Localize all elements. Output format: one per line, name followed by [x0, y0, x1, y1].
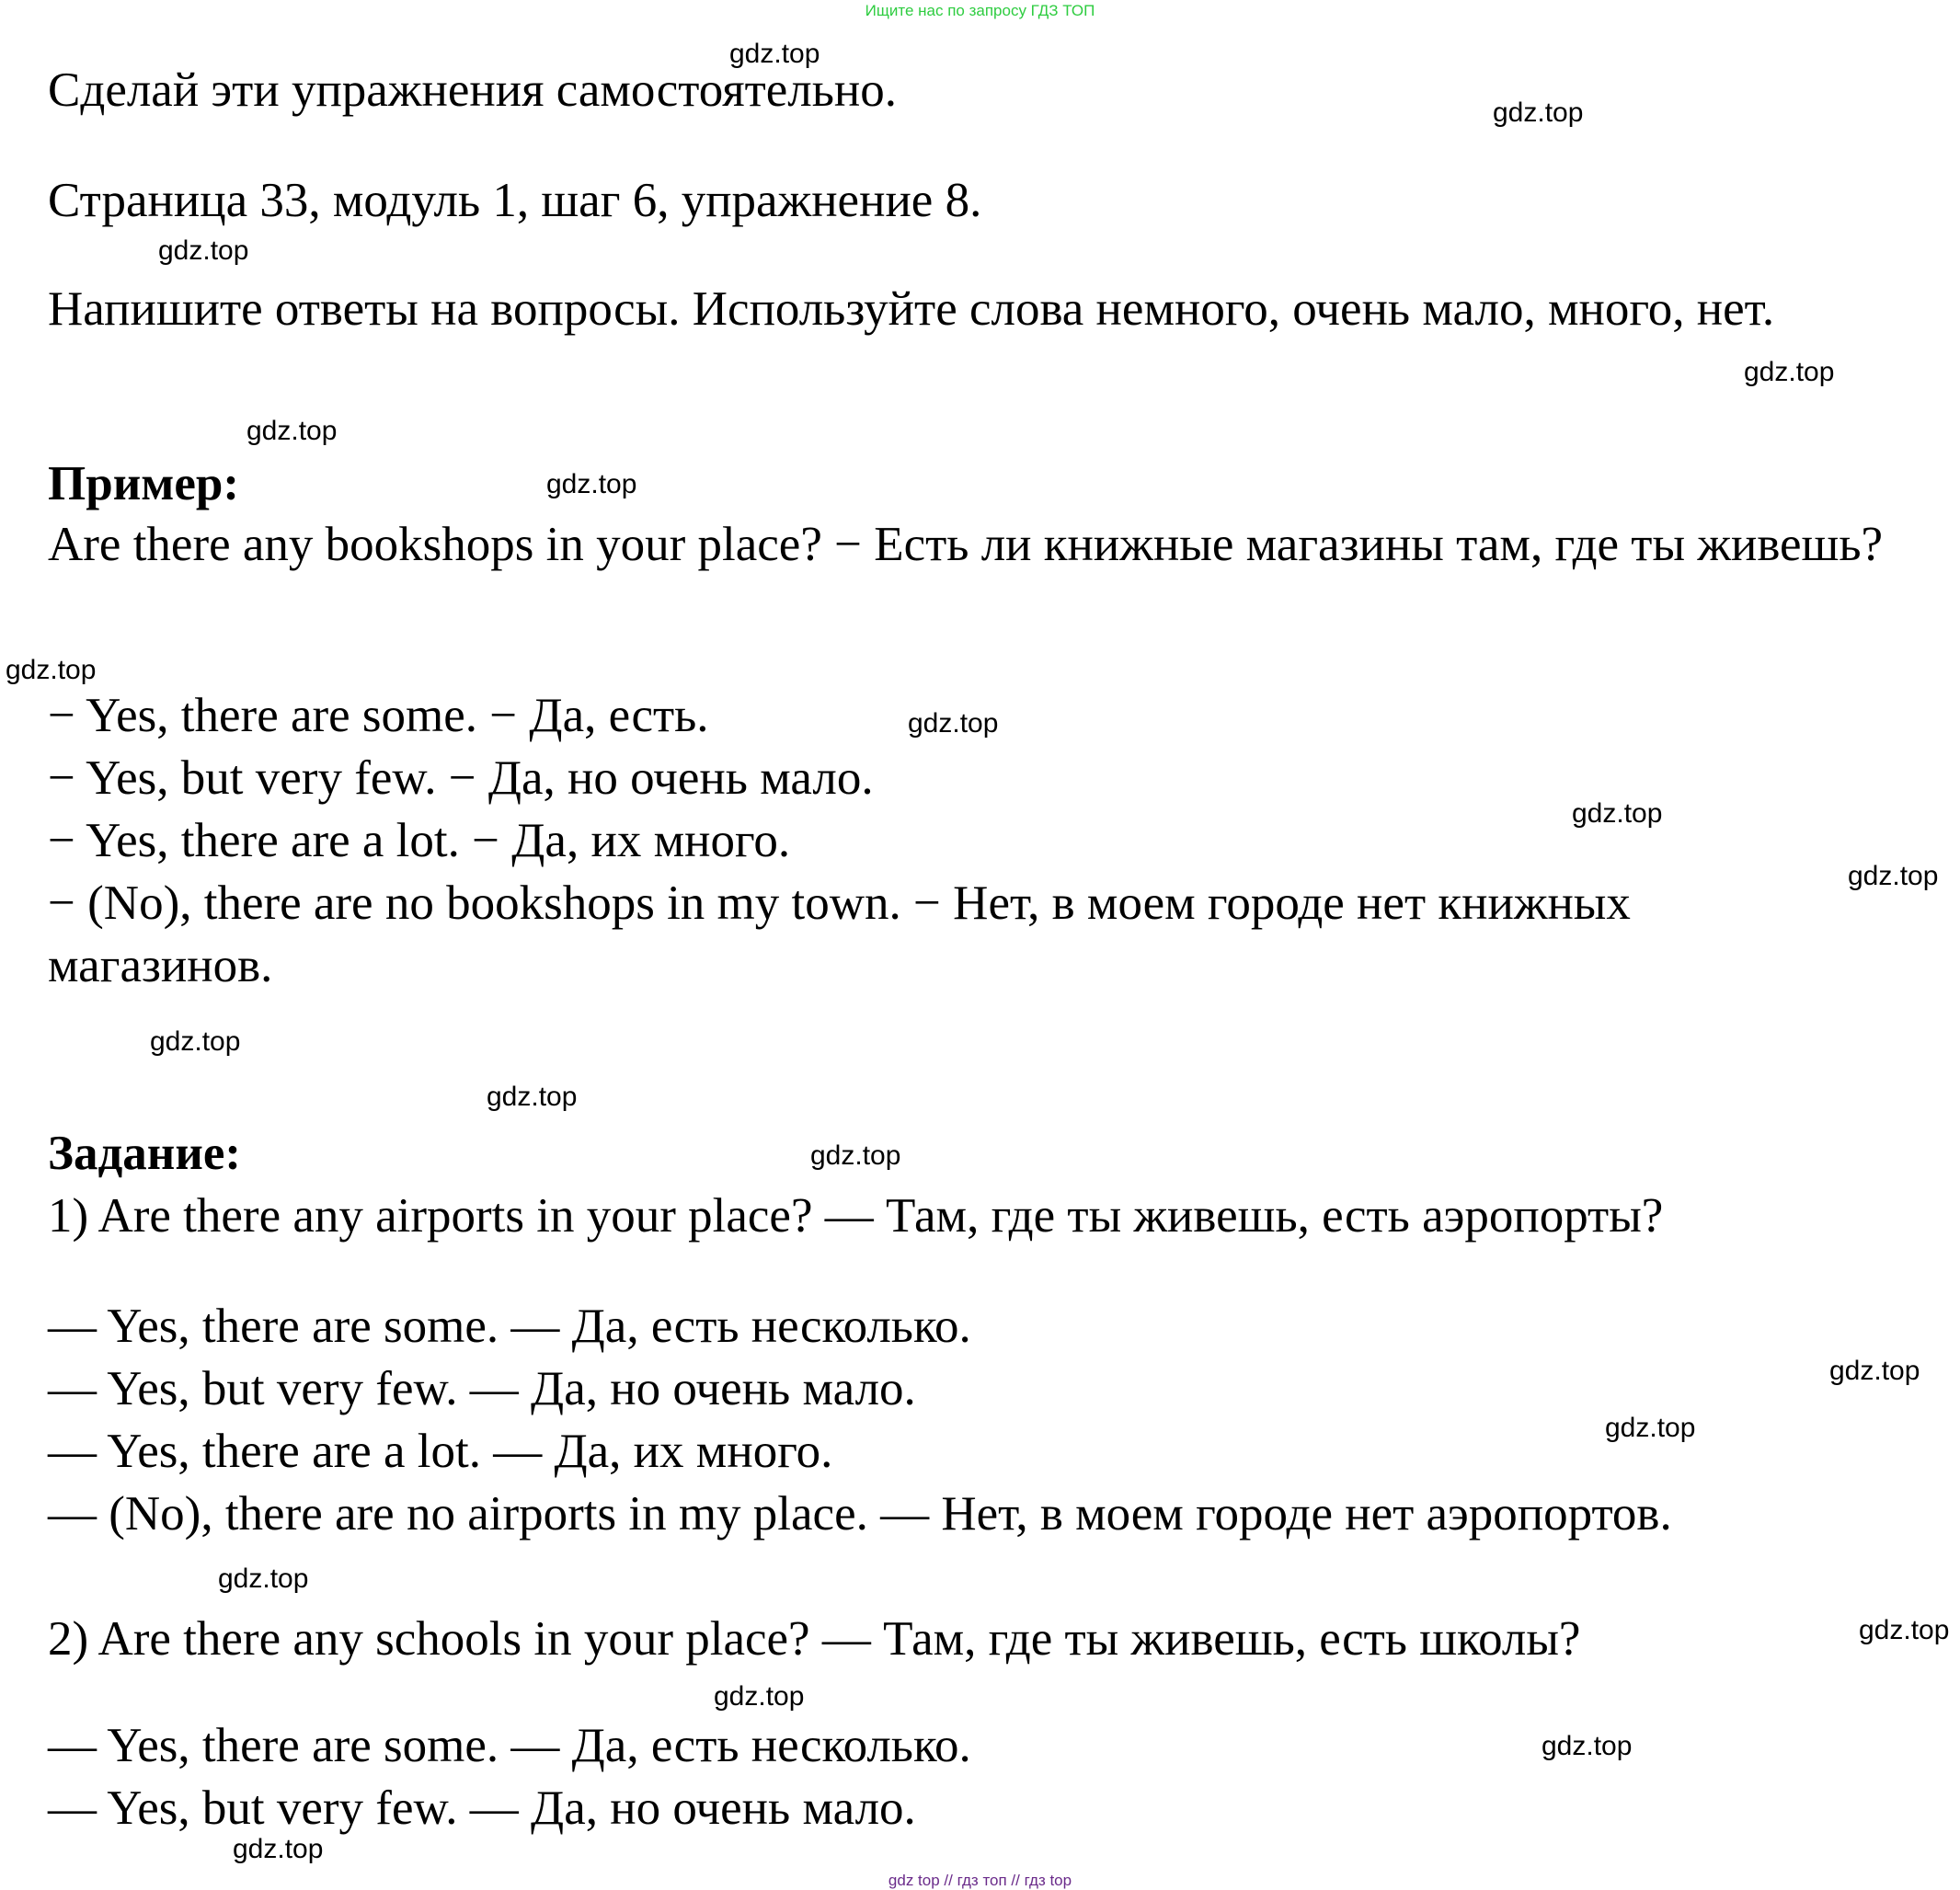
task-answer: — Yes, but very few. — Да, но очень мало.: [48, 1362, 916, 1415]
watermark: gdz.top: [1859, 1615, 1950, 1645]
task-question-1: 1) Are there any airports in your place? — Там, где ты живешь, есть аэропорты?: [48, 1189, 1664, 1243]
watermark: gdz.top: [6, 655, 97, 685]
footer-text: gdz top // гдз топ // гдз top: [888, 1872, 1072, 1889]
task-answer: — (No), there are no airports in my place. — Нет, в моем городе нет аэропортов.: [48, 1487, 1672, 1541]
task-answer: — Yes, but very few. — Да, но очень мало.: [48, 1781, 916, 1835]
example-answer: − Yes, there are a lot. − Да, их много.: [48, 814, 791, 867]
example-answer: − (No), there are no bookshops in my town. − Нет, в моем городе нет книжных магазинов.: [48, 876, 1631, 992]
watermark: gdz.top: [487, 1082, 578, 1112]
watermark: gdz.top: [1542, 1731, 1633, 1761]
watermark: gdz.top: [810, 1140, 901, 1171]
example-heading: Пример:: [48, 457, 239, 510]
watermark: gdz.top: [150, 1026, 241, 1057]
task-answer: — Yes, there are some. — Да, есть несколько.: [48, 1719, 971, 1772]
watermark: gdz.top: [729, 39, 820, 69]
watermark: gdz.top: [246, 416, 338, 446]
watermark: gdz.top: [1493, 97, 1584, 128]
instruction-text: Напишите ответы на вопросы. Используйте слова немного, очень мало, много, нет.: [48, 282, 1775, 336]
watermark: gdz.top: [1829, 1356, 1920, 1386]
watermark: gdz.top: [1848, 861, 1939, 891]
watermark: gdz.top: [218, 1564, 309, 1594]
watermark: gdz.top: [233, 1834, 324, 1864]
task-question-2: 2) Are there any schools in your place? — Там, где ты живешь, есть школы?: [48, 1612, 1581, 1666]
task-answer: — Yes, there are some. — Да, есть несколько.: [48, 1300, 971, 1353]
example-answer: − Yes, there are some. − Да, есть.: [48, 689, 709, 742]
watermark: gdz.top: [158, 235, 249, 266]
example-question: Are there any bookshops in your place? − Есть ли книжные магазины там, где ты живешь?: [48, 518, 1884, 571]
watermark: gdz.top: [1572, 798, 1663, 829]
watermark: gdz.top: [908, 708, 999, 739]
watermark: gdz.top: [1744, 357, 1835, 387]
top-banner: Ищите нас по запросу ГДЗ ТОП: [865, 2, 1095, 19]
watermark: gdz.top: [714, 1681, 805, 1712]
watermark: gdz.top: [1605, 1413, 1696, 1443]
watermark: gdz.top: [546, 469, 637, 499]
task-answer: — Yes, there are a lot. — Да, их много.: [48, 1425, 833, 1478]
task-heading: Задание:: [48, 1127, 242, 1180]
intro-text: Сделай эти упражнения самостоятельно.: [48, 63, 898, 117]
exercise-reference: Страница 33, модуль 1, шаг 6, упражнение 8.: [48, 174, 982, 227]
example-answer: − Yes, but very few. − Да, но очень мало.: [48, 751, 874, 805]
